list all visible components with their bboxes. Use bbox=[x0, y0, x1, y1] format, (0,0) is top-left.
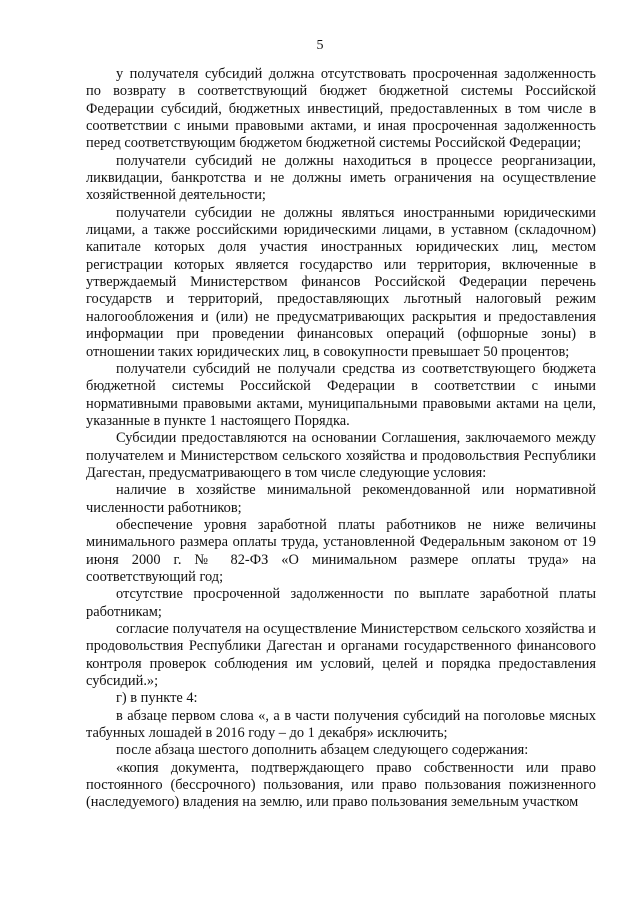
paragraph: получатели субсидий не получали средства из соответствующего бюджета бюджетной системы Российской Федерации в соответствии с иными нормативными правовыми актами, муниципальными правовыми актами на цели, указанные в пункте 1 настоящего Порядка. bbox=[86, 360, 596, 429]
paragraph: у получателя субсидий должна отсутствовать просроченная задолженность по возврату в соответствующий бюджет бюджетной системы Российской Федерации субсидий, бюджетных инвестиций, предоставленных в том числе в соответствии с иными правовыми актами, и иная просроченная задолженность перед соответствующим бюджетом бюджетной системы Российской Федерации; bbox=[86, 66, 596, 152]
document-body bbox=[86, 66, 596, 812]
paragraph: наличие в хозяйстве минимальной рекомендованной или нормативной численности работников; bbox=[86, 482, 596, 516]
paragraph: отсутствие просроченной задолженности по выплате заработной платы работникам; bbox=[86, 586, 596, 620]
paragraph: в абзаце первом слова «, а в части получения субсидий на поголовье мясных табунных лошадей в 2016 году – до 1 декабря» исключить; bbox=[86, 707, 596, 742]
paragraph: получатели субсидий не должны находиться в процессе реорганизации, ликвидации, банкротства и не должны иметь ограничения на осуществление хозяйственной деятельности; bbox=[86, 152, 596, 204]
paragraph: получатели субсидии не должны являться иностранными юридическими лицами, а также российскими юридическими лицами, в уставном (складочном) капитале которых доля участия иностранных юридических лиц, местом регистрации которых является государство или территория, включенные в утверждаемый Министерством финансов Российской Федерации перечень государств и территорий, предоставляющих льготный налоговый режим налогообложения и (или) не предусматривающих раскрытия и предоставления информации при проведении финансовых операций (офшорные зоны) в отношении таких юридических лиц, в совокупности превышает 50 процентов; bbox=[86, 204, 596, 360]
paragraph: после абзаца шестого дополнить абзацем следующего содержания: bbox=[116, 742, 529, 759]
page-number: 5 bbox=[316, 38, 324, 53]
paragraph: согласие получателя на осуществление Министерством сельского хозяйства и продовольствия Республики Дагестан и органами государственного финансового контроля проверок соблюдения им условий, целей и порядка предоставления субсидий.»; bbox=[86, 621, 596, 690]
paragraph: г) в пункте 4: bbox=[116, 690, 198, 707]
paragraph: обеспечение уровня заработной платы работников не ниже величины минимального размера оплаты труда, установленной Федеральным законом от 19 июня 2000 г. № 82-ФЗ «О минимальном размере оплаты труда» на соответствующий год; bbox=[86, 516, 596, 585]
paragraph: Субсидии предоставляются на основании Соглашения, заключаемого между получателем и Министерством сельского хозяйства и продовольствия Республики Дагестан, предусматривающего в том числе следующие условия: bbox=[86, 430, 596, 481]
paragraph: «копия документа, подтверждающего право собственности или право постоянного (бессрочного) пользования, или право пользования пожизненного (наследуемого) владения на землю, или право пользования земельным участком bbox=[86, 759, 596, 811]
